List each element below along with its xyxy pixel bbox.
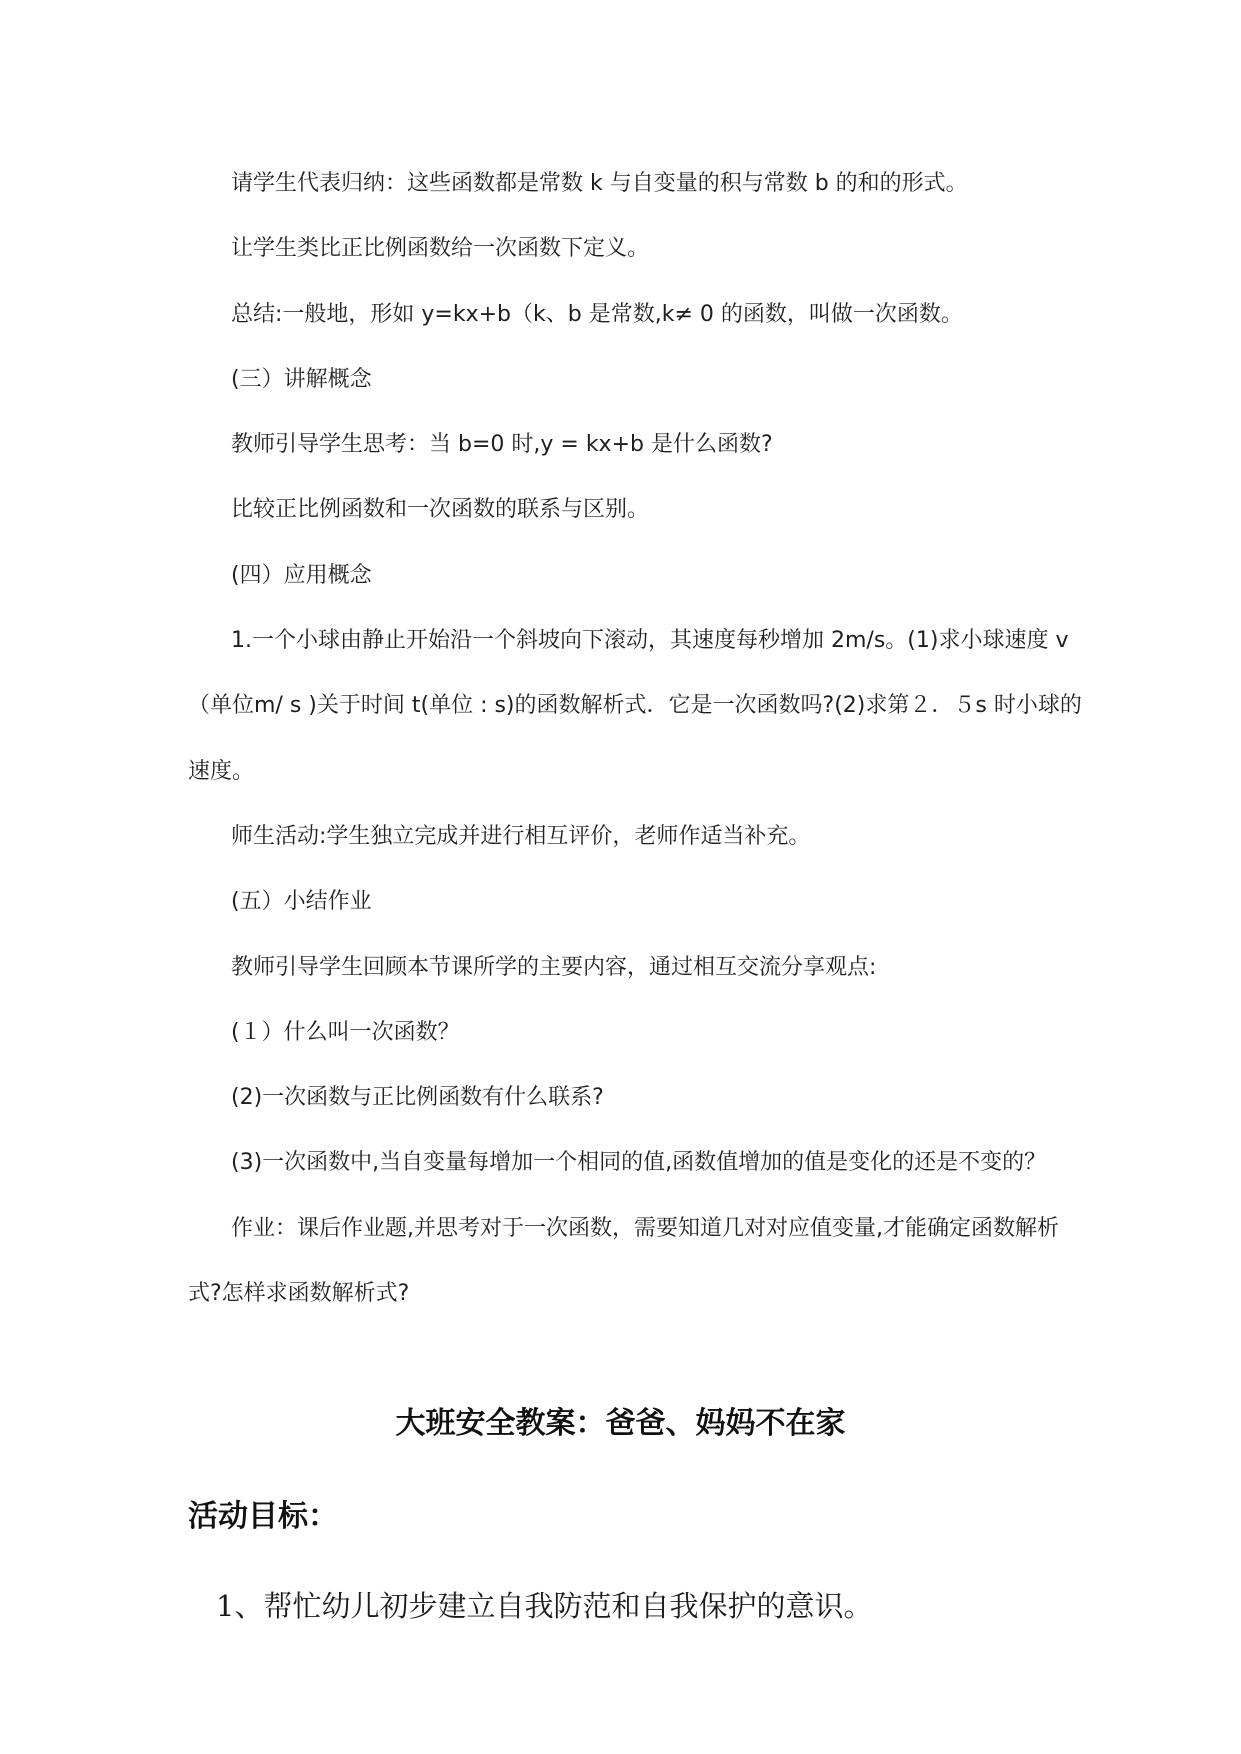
paragraph-teacher-question: 教师引导学生思考：当 b=0 时,y = kx+b 是什么函数? [231,432,773,457]
activity-goals-heading: 活动目标： [188,1499,338,1534]
paragraph-example-line1: 1.一个小球由静止开始沿一个斜坡向下滚动，其速度每秒增加 2m/s。(1)求小球速度 v [231,628,1069,653]
section-heading-summary-homework: (五）小结作业 [231,889,372,914]
paragraph-analogy: 让学生类比正比例函数给一次函数下定义。 [231,236,650,261]
paragraph-summary: 请学生代表归纳：这些函数都是常数 k 与自变量的积与常数 b 的和的形式。 [231,171,968,196]
goal-item-1: 1、帮忙幼儿初步建立自我防范和自我保护的意识。 [216,1589,873,1623]
paragraph-activity: 师生活动:学生独立完成并进行相互评价，老师作适当补充。 [231,824,811,849]
paragraph-definition: 总结:一般地，形如 y=kx+b（k、b 是常数,k≠ 0 的函数，叫做一次函数。 [231,302,963,327]
paragraph-review: 教师引导学生回顾本节课所学的主要内容，通过相互交流分享观点: [231,955,877,980]
paragraph-homework-line2: 式?怎样求函数解析式? [188,1281,410,1306]
question-item-2: (2)一次函数与正比例函数有什么联系? [231,1085,604,1110]
question-item-1: (１）什么叫一次函数？ [231,1020,460,1045]
paragraph-homework-line1: 作业：课后作业题,并思考对于一次函数，需要知道几对对应值变量,才能确定函数解析 [231,1216,1059,1241]
paragraph-example-line3: 速度。 [188,759,255,784]
paragraph-compare: 比较正比例函数和一次函数的联系与区别。 [231,497,650,522]
lesson-plan-title: 大班安全教案：爸爸、妈妈不在家 [395,1406,846,1441]
section-heading-explain-concept: (三）讲解概念 [231,367,372,392]
paragraph-example-line2: （单位m/ s )关于时间 t(单位 : s)的函数解析式．它是一次函数吗?(2)求第２．５s 时小球的 [188,693,1082,718]
question-item-3: (3)一次函数中,当自变量每增加一个相同的值,函数值增加的值是变化的还是不变的？ [231,1150,1047,1175]
section-heading-apply-concept: (四）应用概念 [231,563,372,588]
